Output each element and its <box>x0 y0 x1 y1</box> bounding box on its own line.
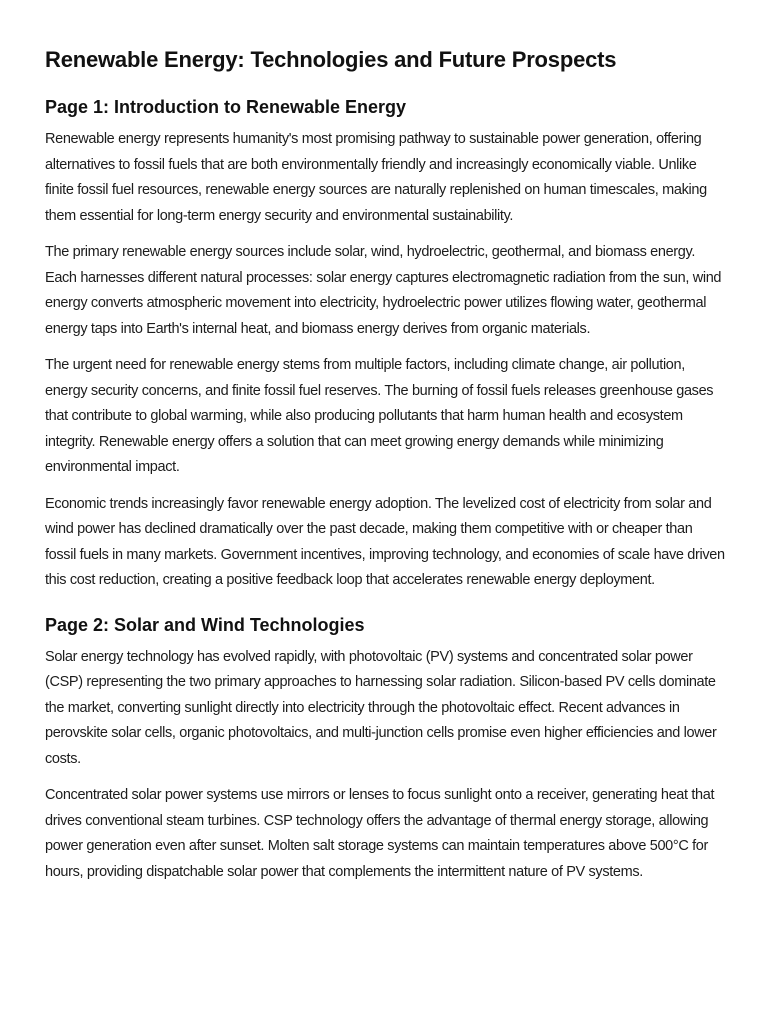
document-title: Renewable Energy: Technologies and Future Prospects <box>45 47 617 72</box>
document <box>45 44 725 896</box>
paragraph: Concentrated solar power systems use mirrors or lenses to focus sunlight onto a receiver, generating heat that drives conventional steam turbines. CSP technology offers the advantage of thermal energy storage, allowing power generation even after sunset. Molten salt storage systems can maintain temperatures above 500°C for hours, providing dispatchable solar power that complements the intermittent nature of PV systems. <box>45 787 715 880</box>
paragraph: The primary renewable energy sources include solar, wind, hydroelectric, geothermal, and biomass energy. Each harnesses different natural processes: solar energy captures electromagnetic radiation from the sun, wind energy converts atmospheric movement into electricity, hydroelectric power utilizes flowing water, geothermal energy taps into Earth's internal heat, and biomass energy derives from organic materials. <box>45 244 722 337</box>
section-heading: Page 1: Introduction to Renewable Energy <box>45 97 407 117</box>
section-solar-wind <box>45 611 725 886</box>
paragraph: Economic trends increasingly favor renewable energy adoption. The levelized cost of electricity from solar and wind power has declined dramatically over the past decade, making them competitive with or cheaper than fossil fuels in many markets. Government incentives, improving technology, and economies of scale have driven this cost reduction, creating a positive feedback loop that accelerates renewable energy deployment. <box>45 495 725 588</box>
paragraph: Renewable energy represents humanity's most promising pathway to sustainable power generation, offering alternatives to fossil fuels that are both environmentally friendly and increasingly economically viable. Unlike finite fossil fuel resources, renewable energy sources are naturally replenished on human timescales, making them essential for long-term energy security and environmental sustainability. <box>45 131 707 224</box>
paragraph: Solar energy technology has evolved rapidly, with photovoltaic (PV) systems and concentrated solar power (CSP) representing the two primary approaches to harnessing solar radiation. Silicon-based PV cells dominate the market, converting sunlight directly into electricity through the photovoltaic effect. Recent advances in perovskite solar cells, organic photovoltaics, and multi-junction cells promise even higher efficiencies and lower costs. <box>45 648 717 767</box>
paragraph: The urgent need for renewable energy stems from multiple factors, including climate change, air pollution, energy security concerns, and finite fossil fuel reserves. The burning of fossil fuels releases greenhouse gases that contribute to global warming, while also producing pollutants that harm human health and ecosystem integrity. Renewable energy offers a solution that can meet growing energy demands while minimizing environmental impact. <box>45 357 714 475</box>
section-introduction <box>45 93 725 594</box>
section-heading: Page 2: Solar and Wind Technologies <box>45 614 365 635</box>
